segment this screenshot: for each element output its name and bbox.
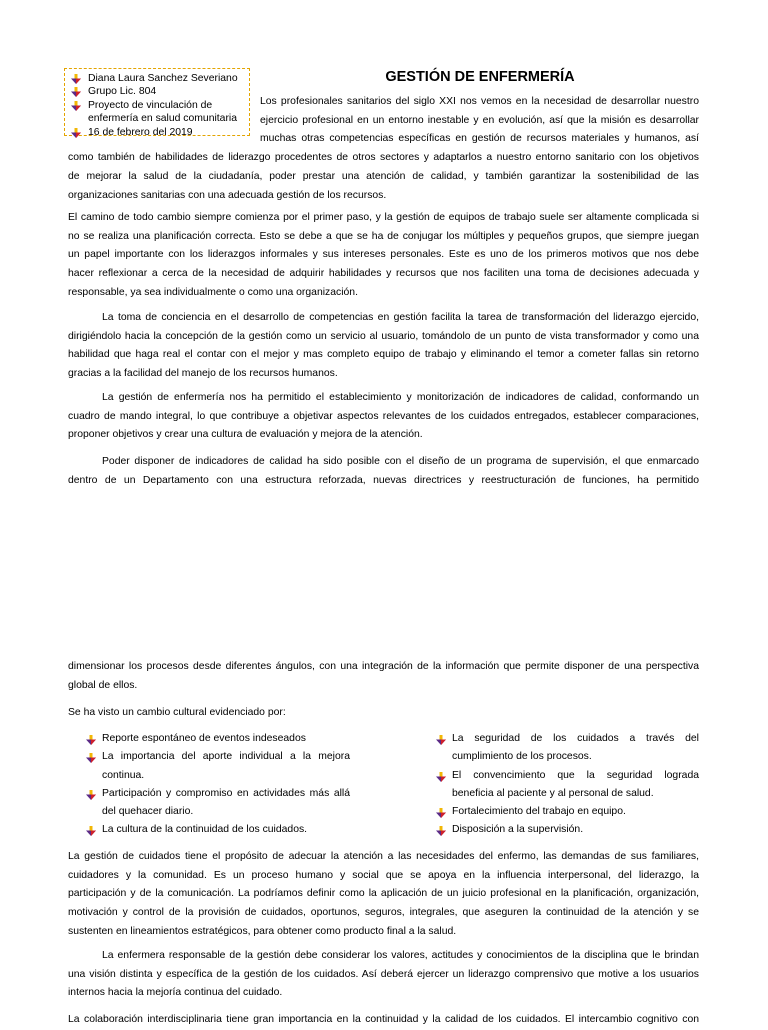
text-line: no se realiza una planificación correcta. Esto se debe a que se ha de conjugar los múltiples y pequeños grupos, que siempre juegan	[68, 230, 699, 242]
paragraph-10	[68, 1011, 699, 1030]
text-line: de mejorar la salud de la ciudadanía, poder prestar una atención de calidad, y también garantizar la sostenibilidad de las	[68, 170, 699, 182]
arrow-bullet-icon	[436, 734, 446, 744]
list-item-text: cumplimiento de los procesos.	[452, 751, 592, 763]
arrow-bullet-icon	[71, 74, 81, 84]
text-line: una visión distinta y específica de la gestión de los cuidados. Así deberá ejercer un liderazgo comprensivo que motive a los usuarios	[68, 968, 699, 980]
list-item-text: beneficia al paciente y al personal de salud.	[452, 787, 654, 799]
list-item	[436, 821, 699, 839]
text-line: ejercicio profesional en un entorno inestable y en evolución, así que la misión es desarrollar	[260, 114, 699, 126]
group-line: Grupo Lic. 804	[69, 85, 247, 98]
text-line: proponer objetivos y crear una cultura de evaluación y mejora de la atención.	[68, 429, 423, 441]
list-item-text: del quehacer diario.	[102, 806, 194, 818]
text-line: cuidadores y la comunidad. Es un proceso humano y social que se apoya en la influencia interpersonal, del liderazgo, la	[68, 869, 699, 881]
text-line: Poder disponer de indicadores de calidad ha sido posible con el diseño de un programa de supervisión, el que enmarcado	[102, 456, 699, 467]
text-line: responsable, ya sea individualmente o como una organización.	[68, 286, 358, 298]
list-item	[86, 748, 350, 785]
text-line: dimensionar los procesos desde diferentes ángulos, con una integración de la información que permite disponer de una perspectiva	[68, 661, 699, 672]
paragraph-4	[68, 389, 699, 445]
text-line: La colaboración interdisciplinaria tiene gran importancia en la continuidad y la calidad de los cuidados. El intercambio cognitivo con	[68, 1014, 699, 1025]
text-line: hacer reflexionar a cerca de la necesidad de adquirir habilidades y recursos que nos faciliten una toma de decisiones adecuada y	[68, 268, 699, 280]
text-line: El camino de todo cambio siempre comienza por el primer paso, y la gestión de equipos de trabajo suele ser altamente complicada si	[68, 212, 699, 223]
paragraph-3	[68, 309, 699, 384]
project-line-cont: enfermería en salud comunitaria	[88, 113, 238, 125]
text-line: como también de habilidades de liderazgo procedentes de otros sectores y adaptarlos a nuestro entorno sanitario con los objetivos	[68, 152, 699, 164]
paragraph-1	[68, 93, 699, 205]
arrow-bullet-icon	[86, 734, 96, 744]
list-item-text: Fortalecimiento del trabajo en equipo.	[452, 806, 626, 818]
list-item-text: La cultura de la continuidad de los cuidados.	[102, 824, 308, 836]
text-line: global de ellos.	[68, 679, 138, 691]
paragraph-5	[68, 453, 699, 490]
text-line: gracias a la facilidad del manejo de los recursos humanos.	[68, 368, 338, 380]
list-item	[436, 730, 699, 767]
list-item-text: El convencimiento que la seguridad lograda	[452, 769, 699, 781]
list-item	[86, 821, 350, 839]
arrow-bullet-icon	[436, 771, 446, 781]
arrow-bullet-icon	[86, 752, 96, 762]
text-line: sustenten en lineamientos estratégicos, para obtener como producto final a la salud.	[68, 925, 457, 937]
bullet-list-left	[86, 730, 350, 840]
text-line: La toma de conciencia en el desarrollo de competencias en gestión facilita la tarea de transformación del liderazgo ejercido,	[102, 312, 699, 323]
text-line: un papel importante con los liderazgos informales y sus intereses personales. Este es uno de los primeros motivos que nos debe	[68, 249, 699, 261]
paragraph-9	[68, 947, 699, 1003]
list-item	[436, 803, 699, 821]
text-line: Los profesionales sanitarios del siglo XXI nos vemos en la necesidad de desarrollar nuestro	[260, 96, 699, 107]
text-line: organizaciones sanitarias con una adecuada gestión de los recursos.	[68, 189, 387, 201]
text-line: muchas otras competencias específicas en gestión de recursos materiales y humanos, así	[260, 133, 699, 145]
list-item	[86, 785, 350, 822]
date-line: 16 de febrero del 2019	[69, 126, 247, 139]
list-item	[436, 767, 699, 804]
list-item-text: Participación y compromiso en actividades más allá	[102, 787, 350, 799]
paragraph-8	[68, 848, 699, 942]
text-line: La gestión de enfermería nos ha permitido el establecimiento y monitorización de indicadores de calidad, conformando un	[102, 392, 699, 403]
text-line: La enfermera responsable de la gestión debe considerar los valores, actitudes y conocimientos de la disciplina que le brindan	[102, 950, 699, 961]
list-item	[86, 730, 350, 748]
bullet-list-right	[436, 730, 699, 840]
text-line: internos hacia la mejoría continua del cuidado.	[68, 987, 283, 999]
arrow-bullet-icon	[436, 807, 446, 817]
paragraph-7	[68, 704, 699, 723]
text-line: Se ha visto un cambio cultural evidenciado por:	[68, 707, 286, 718]
document-title: GESTIÓN DE ENFERMERÍA	[385, 69, 575, 85]
text-line: La gestión de cuidados tiene el propósito de adecuar la atención a las necesidades del enfermo, las demandas de sus familiares,	[68, 851, 699, 862]
text-line: habilidad que haga real el contar con el mejor y mas completo equipo de trabajo y eliminando el temor a cometer fallas sin retorno	[68, 349, 699, 361]
list-item-text: Reporte espontáneo de eventos indeseados	[102, 733, 306, 744]
arrow-bullet-icon	[436, 825, 446, 835]
author-name: Diana Laura Sanchez Severiano	[69, 72, 247, 85]
paragraph-6	[68, 658, 699, 695]
text-line: cuadro de mando integral, lo que contribuye a objetivar aspectos relevantes de los cuidados entregados, establecer comparaciones,	[68, 410, 699, 422]
project-line: Proyecto de vinculación de	[69, 99, 247, 112]
arrow-bullet-icon	[86, 789, 96, 799]
list-item-text: continua.	[102, 769, 145, 781]
list-item-text: La seguridad de los cuidados a través del	[452, 733, 699, 744]
text-line: motivación y control de la provisión de cuidados, oportunos, seguros, integrales, que aseguren la continuidad de la atención y se	[68, 907, 699, 919]
text-line: participación y de la comunicación. La podríamos definir como la aplicación de un juicio profesional en la planificación, organización,	[68, 888, 699, 900]
list-item-text: Disposición a la supervisión.	[452, 824, 584, 836]
list-item-text: La importancia del aporte individual a la mejora	[102, 751, 350, 763]
text-line: dirigiéndolo hacia la concepción de la gestión como un servicio al usuario, tomándolo de un punto de vista transformador y como una	[68, 330, 699, 342]
arrow-bullet-icon	[86, 825, 96, 835]
text-line: dentro de un Departamento con una estructura reforzada, nuevas directrices y reestructuración de funciones, ha permitido	[68, 474, 699, 486]
paragraph-2	[68, 209, 699, 303]
